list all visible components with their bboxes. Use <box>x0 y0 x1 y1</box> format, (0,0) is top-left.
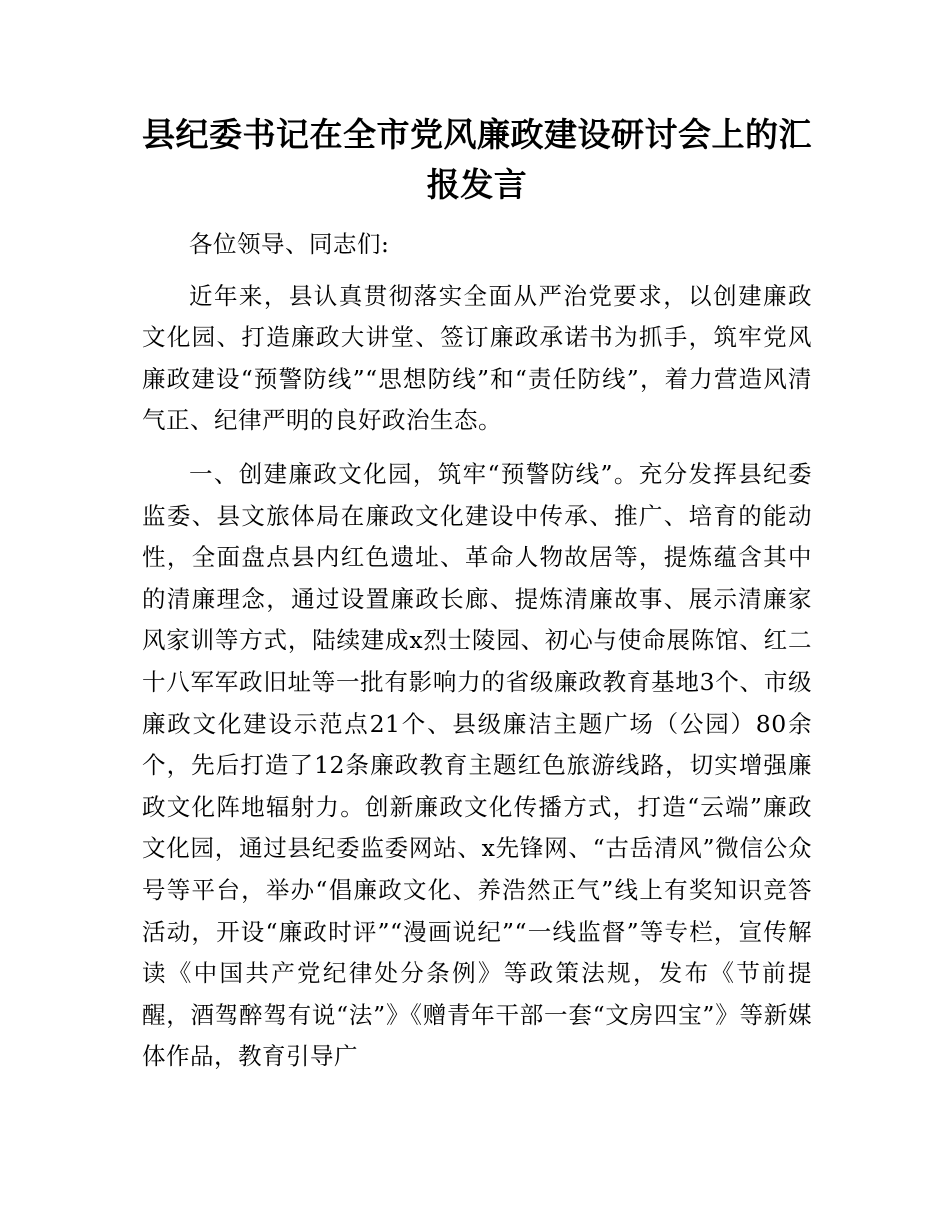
paragraph-intro: 近年来，县认真贯彻落实全面从严治党要求，以创建廉政文化园、打造廉政大讲堂、签订廉政承诺书为抓手，筑牢党风廉政建设“预警防线”“思想防线”和“责任防线”，着力营造风清气正、纪律严明的良好政治生态。 <box>142 281 812 435</box>
document-title: 县纪委书记在全市党风廉政建设研讨会上的汇报发言 <box>142 115 812 204</box>
document-page <box>142 110 812 1090</box>
greeting: 各位领导、同志们: <box>189 230 390 258</box>
paragraph-section-one: 一、创建廉政文化园，筑牢“预警防线”。充分发挥县纪委监委、县文旅体局在廉政文化建设中传承、推广、培育的能动性，全面盘点县内红色遗址、革命人物故居等，提炼蕴含其中的清廉理念，通过设置廉政长廊、提炼清廉故事、展示清廉家风家训等方式，陆续建成x烈士陵园、初心与使命展陈馆、红二十八军军政旧址等一批有影响力的省级廉政教育基地3个、市级廉政文化建设示范点21个、县级廉洁主题广场（公园）80余个，先后打造了12条廉政教育主题红色旅游线路，切实增强廉政文化阵地辐射力。创新廉政文化传播方式，打造“云端”廉政文化园，通过县纪委监委网站、x先锋网、“古岳清风”微信公众号等平台，举办“倡廉政文化、养浩然正气”线上有奖知识竞答活动，开设“廉政时评”“漫画说纪”“一线监督”等专栏，宣传解读《中国共产党纪律处分条例》等政策法规，发布《节前提醒，酒驾醉驾有说“法”》《赠青年干部一套“文房四宝”》等新媒体作品，教育引导广 <box>142 459 812 1071</box>
